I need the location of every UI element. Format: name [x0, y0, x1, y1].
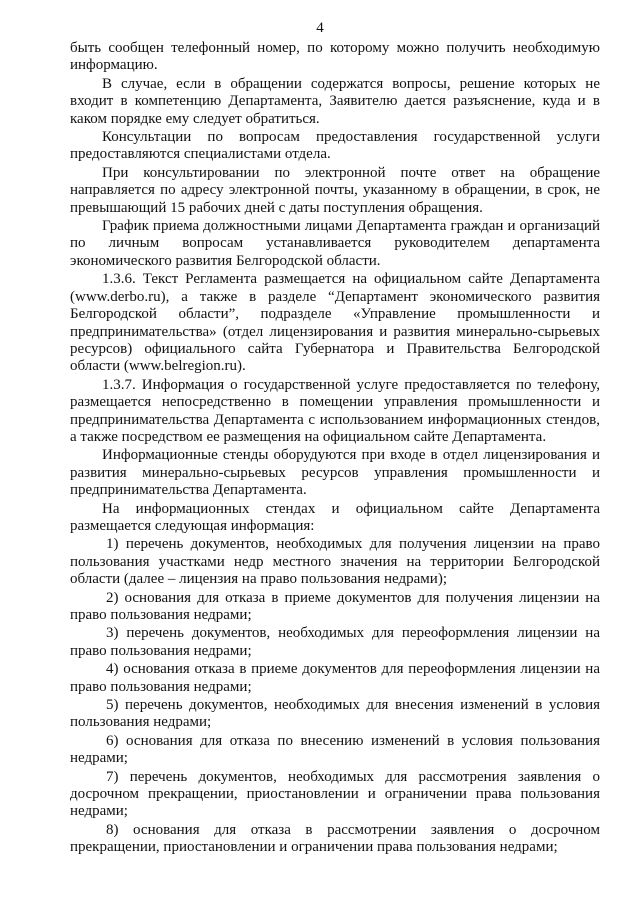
paragraph-list-intro: На информационных стендах и официальном сайте Департамента размещается следующая информация: [70, 500, 600, 534]
list-item: 7) перечень документов, необходимых для рассмотрения заявления о досрочном прекращении, приостановлении и ограничении права пользования недрами; [70, 768, 600, 820]
list-item: 5) перечень документов, необходимых для внесения изменений в условия пользования недрами; [70, 697, 600, 731]
paragraph-schedule: График приема должностными лицами Департамента граждан и организаций по личным вопросам устанавливается руководителем департамента экономического развития Белгородской области. [70, 218, 600, 269]
paragraph-email: При консультировании по электронной почте ответ на обращение направляется по адресу электронной почты, указанному в обращении, в срок, не превышающий 15 рабочих дней с даты поступления обращения. [70, 164, 600, 216]
list-item: 3) перечень документов, необходимых для переоформления лицензии на право пользования недрами; [70, 625, 600, 659]
list-item: 2) основания для отказа в приеме документов для получения лицензии на право пользования недрами; [70, 589, 600, 623]
paragraph-1-3-7: 1.3.7. Информация о государственной услуге предоставляется по телефону, размещается непосредственно в помещении управления промышленности и предпринимательства Департамента с использованием информационных стендов, а также посредством ее размещения на официальном сайте Департамента. [70, 376, 600, 445]
document-body [70, 40, 600, 858]
list-item: 8) основания для отказа в рассмотрении заявления о досрочном прекращении, приостановлении и ограничении права пользования недрами; [70, 821, 600, 856]
paragraph-continuation: быть сообщен телефонный номер, по которому можно получить необходимую информацию. [70, 40, 600, 74]
paragraph-1-3-6: 1.3.6. Текст Регламента размещается на официальном сайте Департамента (www.derbo.ru), а также в разделе “Департамент экономического развития Белгородской области”, подразделе «Управление промышленности и предпринимательства» (отдел лицензирования и развития минерально-сырьевых ресурсов) официального сайта Губернатора и Правительства Белгородской области (www.belregion.ru). [70, 271, 600, 375]
list-item: 6) основания для отказа по внесению изменений в условия пользования недрами; [70, 732, 600, 767]
paragraph-competence: В случае, если в обращении содержатся вопросы, решение которых не входит в компетенцию Департамента, Заявителю дается разъяснение, куда и в каком порядке ему следует обратиться. [70, 75, 600, 127]
paragraph-stands: Информационные стенды оборудуются при входе в отдел лицензирования и развития минерально-сырьевых ресурсов управления промышленности и предпринимательства Департамента. [70, 447, 600, 499]
paragraph-consultations: Консультации по вопросам предоставления государственной услуги предоставляются специалистами отдела. [70, 129, 600, 163]
list-item: 4) основания отказа в приеме документов для переоформления лицензии на право пользования недрами; [70, 661, 600, 695]
page-number: 4 [316, 20, 324, 36]
list-item: 1) перечень документов, необходимых для получения лицензии на право пользования участками недр местного значения на территории Белгородской области (далее – лицензия на право пользования недрами); [70, 536, 600, 588]
